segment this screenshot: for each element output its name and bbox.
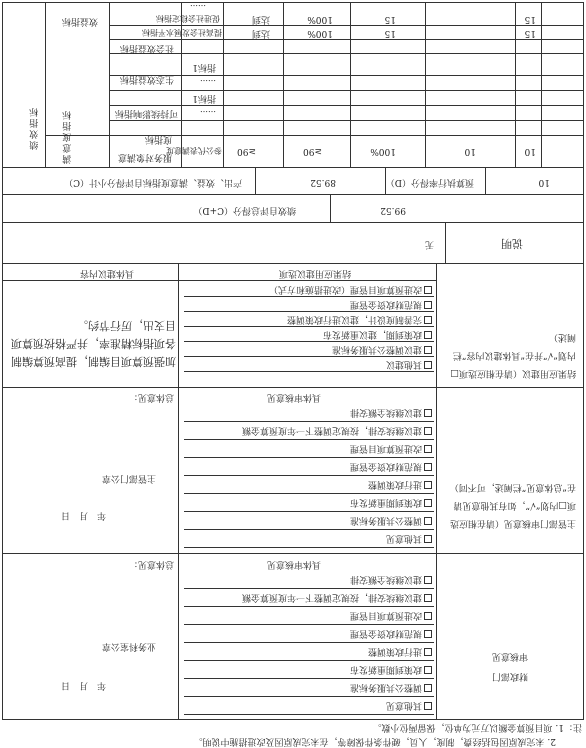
dept-option-label: 规范财政资金管理	[349, 461, 422, 471]
dept-option-label: 改进预算项目管理	[349, 443, 422, 453]
effect-indicator-label: 效益指标	[61, 16, 98, 26]
dots-row: ……	[190, 3, 206, 12]
dept-option-2[interactable]	[184, 422, 434, 440]
social-row-2-standard: 达到	[251, 28, 270, 38]
result-option-6[interactable]	[184, 357, 434, 372]
checkbox-icon[interactable]	[424, 666, 432, 674]
finance-option-label: 改进预算项目管理	[349, 610, 422, 620]
sustainable-indicator-1: 指标1	[192, 93, 216, 103]
finance-option-4[interactable]	[184, 625, 434, 643]
result-option-label: 完善制度设计，建议进行政策调整	[286, 314, 422, 324]
finance-option-label: 政策到期重新发布	[349, 664, 422, 674]
finance-option-7[interactable]	[184, 679, 434, 697]
result-option-5[interactable]	[184, 342, 434, 357]
total-label: 绩效自评总得分（C+D）	[193, 205, 296, 215]
checkbox-icon[interactable]	[424, 630, 432, 638]
explanation-label: 说明	[501, 237, 523, 250]
checkbox-icon[interactable]	[424, 445, 432, 453]
social-benefit-label: 社会效益指标	[119, 43, 174, 53]
dept-option-6[interactable]	[184, 494, 434, 512]
dept-review-options-header: 具体审核意见	[266, 392, 321, 402]
social-row-1-standard: 达到	[251, 14, 270, 24]
satisfaction-sub-label: 服务对象满意度指标	[117, 134, 172, 162]
satisfaction-label: 满意度指标	[63, 109, 74, 164]
satisfaction-weight: 10	[464, 146, 476, 156]
checkbox-icon[interactable]	[424, 594, 432, 602]
dept-option-4[interactable]	[184, 458, 434, 476]
explanation-value: 无	[424, 239, 434, 249]
checkbox-icon[interactable]	[424, 316, 432, 324]
social-row-1-score: 15	[524, 14, 536, 24]
perf-indicator-table	[2, 2, 584, 168]
checkbox-icon[interactable]	[424, 361, 432, 369]
result-option-label: 其他建议	[385, 359, 422, 369]
satisfaction-standard: ≥90	[237, 146, 256, 156]
social-row-1-target: 100%	[307, 14, 333, 24]
dept-option-8[interactable]	[184, 530, 434, 548]
finance-option-label: 进行政策调整	[367, 646, 422, 656]
social-row-2-target: 100%	[307, 28, 333, 38]
dept-option-label: 建议继续全额安排	[349, 407, 422, 417]
finance-option-6[interactable]	[184, 661, 434, 679]
checkbox-icon[interactable]	[424, 463, 432, 471]
dept-option-label: 调整公共服务标准	[349, 515, 422, 525]
subtotal-value: 89.52	[310, 177, 336, 187]
dept-date: 年 月 日	[60, 510, 106, 520]
social-row-2-weight: 15	[384, 28, 396, 38]
finance-option-label: 建议继续安排，按规定调整下一年度预算金额	[241, 592, 422, 602]
ecological-benefit-label: 生态效益指标	[119, 74, 174, 84]
finance-option-label: 调整公共服务标准	[349, 682, 422, 692]
result-application-label: 结果应用建议（请在相应选项□内划“√”并在“具体建议内容”栏阐述）	[450, 332, 576, 378]
checkbox-icon[interactable]	[424, 427, 432, 435]
social-row-2-name: 提高社会发展水平指标	[142, 28, 222, 37]
budget-execution-label: 预算执行率得分（D）	[385, 177, 474, 187]
checkbox-icon[interactable]	[424, 517, 432, 525]
sustainable-dots: ……	[200, 109, 216, 118]
finance-option-1[interactable]	[184, 571, 434, 589]
result-option-1[interactable]	[184, 282, 434, 297]
finance-option-3[interactable]	[184, 607, 434, 625]
finance-date: 年 月 日	[60, 680, 106, 690]
total-value: 99.52	[380, 205, 406, 215]
dept-option-5[interactable]	[184, 476, 434, 494]
checkbox-icon[interactable]	[424, 301, 432, 309]
checkbox-icon[interactable]	[424, 684, 432, 692]
finance-general-opinion: 总体意见：	[128, 559, 174, 569]
dept-general-opinion: 总体意见：	[128, 392, 174, 402]
social-row-1-name: 促进社会稳定指标	[156, 14, 220, 23]
dept-seal: 主管部门公章	[101, 473, 156, 483]
dept-option-label: 进行政策调整	[367, 479, 422, 489]
satisfaction-score: 10	[524, 146, 536, 156]
result-option-3[interactable]	[184, 312, 434, 327]
finance-seal: 业务科室公章	[101, 641, 156, 651]
checkbox-icon[interactable]	[424, 331, 432, 339]
budget-execution-value: 10	[538, 177, 550, 187]
finance-option-2[interactable]	[184, 589, 434, 607]
social-row-1-weight: 15	[384, 14, 396, 24]
note-2: 2. 未完成原因包括经费，制度，人员，硬件条件保障等，在未完成原因及改进措施中说明。	[193, 736, 556, 746]
result-option-label: 建议调整公共服务标准	[331, 344, 422, 354]
result-options-header: 结果应用建议选项	[278, 268, 351, 278]
note-1: 注：1. 项目预算金额以万元为单位，保留两位小数。	[372, 722, 582, 732]
satisfaction-actual: 100%	[370, 146, 396, 156]
checkbox-icon[interactable]	[424, 481, 432, 489]
perf-category-label: 绩效指标	[30, 106, 41, 150]
dept-option-label: 其他意见	[385, 533, 422, 543]
social-row-2-score: 15	[524, 28, 536, 38]
checkbox-icon[interactable]	[424, 612, 432, 620]
satisfaction-target: ≥90	[303, 146, 322, 156]
checkbox-icon[interactable]	[424, 499, 432, 507]
finance-review-options-header: 具体审核意见	[266, 559, 321, 569]
sustainable-impact-label: 可持续影响指标	[114, 108, 178, 118]
dept-option-label: 建议继续安排，按规定调整下一年度预算金额	[241, 425, 422, 435]
finance-option-label: 规范财政资金管理	[349, 628, 422, 638]
finance-review-label: 财政部门审核意见	[491, 651, 528, 681]
finance-option-5[interactable]	[184, 643, 434, 661]
result-option-label: 规范财政资金管理	[349, 299, 422, 309]
explanation-row	[2, 222, 584, 264]
ecological-indicator-1: 指标1	[192, 62, 216, 72]
result-content-text: 加强预算项目编制，提高预算编制各项指标精准率，并严格按预算项目支出，厉行节约。	[11, 319, 176, 368]
dept-option-1[interactable]	[184, 404, 434, 422]
dept-review-label: 主管部门审核意见（请在相应选项□内划“√”，如有其他意见请在“总体意见”栏阐述，可不同）	[449, 482, 576, 528]
checkbox-icon[interactable]	[424, 648, 432, 656]
dept-option-7[interactable]	[184, 512, 434, 530]
dept-option-3[interactable]	[184, 440, 434, 458]
result-content-header: 具体建议内容	[79, 268, 134, 278]
subtotal-label: 产出、效益、满意度指标自评得分小计（C）	[64, 177, 242, 187]
checkbox-icon[interactable]	[424, 702, 432, 710]
checkbox-icon[interactable]	[424, 535, 432, 543]
checkbox-icon[interactable]	[424, 576, 432, 584]
checkbox-icon[interactable]	[424, 409, 432, 417]
checkbox-icon[interactable]	[424, 286, 432, 294]
result-option-4[interactable]	[184, 327, 434, 342]
ecological-dots: ……	[200, 78, 216, 87]
finance-option-label: 其他意见	[385, 700, 422, 710]
satisfaction-indicator-name: 参公代表满意度	[166, 146, 222, 155]
dept-option-label: 政策到期重新发布	[349, 497, 422, 507]
finance-option-8[interactable]	[184, 697, 434, 715]
result-option-2[interactable]	[184, 297, 434, 312]
result-option-label: 改进预算项目管理（改进措施和方式）	[268, 284, 422, 294]
result-option-label: 政策到期，建议重新发布	[322, 329, 422, 339]
checkbox-icon[interactable]	[424, 346, 432, 354]
finance-option-label: 建议继续全额安排	[349, 574, 422, 584]
